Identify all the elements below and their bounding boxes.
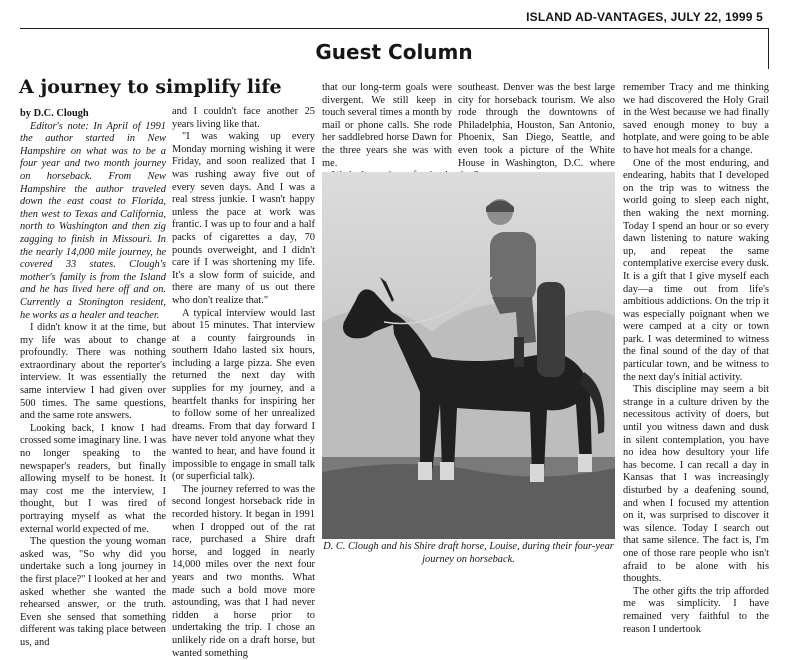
horse-rider-photo xyxy=(322,172,615,539)
paragraph: that our long-term goals were divergent. We still keep in touch several times a month by mail or phone calls. She rode her saddlebred horse Dawn for the three years she was with me. xyxy=(322,82,452,169)
column-5 xyxy=(623,82,769,635)
section-banner xyxy=(20,28,769,69)
paragraph: Looking back, I know I had crossed some imaginary line. I was no longer speaking to the newspaper's readers, but finally allowing myself to be honest. It may cost me the interview, I thought, but I was tired of portraying myself as what the external world expected of me. xyxy=(20,422,167,535)
paragraph: This discipline may seem a bit strange in a culture driven by the necessitous activity of doers, but until you witness dawn and dusk in silent contemplation, you have no idea how desultory your life has become. I can recall a day in Kansas that I was increasingly disturbed by a deafening sound, and when I focused my attention on it, was surprised to discover it was silence. Today I search out that same silence. The fact is, I'm one of those rare people who isn't afraid to be alone with his thoughts. xyxy=(623,384,769,585)
paragraph: and I couldn't face another 25 years living like that. xyxy=(172,106,315,130)
photo-caption: D. C. Clough and his Shire draft horse, Louise, during their four-year journey on horseback. xyxy=(323,541,614,565)
photo-illustration xyxy=(322,172,615,539)
column-2 xyxy=(172,106,315,659)
paragraph: remember Tracy and me thinking we had discovered the Holy Grail in the West because we had finally saved enough money to buy a hotplate, and were going to be able to have hot meals for a change. xyxy=(623,82,769,156)
masthead: ISLAND AD-VANTAGES, JULY 22, 1999 5 xyxy=(526,10,763,24)
paragraph: The question the young woman asked was, "So why did you undertake such a long journey in the first place?" I looked at her and asked whether she wanted the rehearsed answer, or the truth. Even she sensed that something different was taking place between us, and xyxy=(20,536,166,648)
column-1 xyxy=(20,108,167,648)
paragraph: southeast. Denver was the best large city for horseback tourism. We also rode through the downtowns of Philadelphia, Houston, San Antonio, Phoenix, San Diego, Seattle, and even took a picture of the White House in Washington, D.C. where xyxy=(458,82,615,169)
byline: by D.C. Clough xyxy=(20,108,89,119)
paragraph: I didn't know it at the time, but my life was about to change profoundly. There was nothing extraordinary about the reporter's interview. It was essentially the same interview I had given over 500 times. The same questions, and the same rote answers. xyxy=(20,322,166,422)
editors-note: Editor's note: In April of 1991 the author started in New Hampshire on what was to be a four year and two month journey on horseback. From New Hampshire the author traveled down the east coast to Florida, then west to Texas and California, north to Washington and then zig zagging to finish in Missouri. In the nearly 14,000 mile journey, he covered 33 states. Clough's mother's family is from the Island and he has lived here off and on. Currently a Stonington resident, he works as a healer and teacher. xyxy=(20,120,166,321)
column-4 xyxy=(458,82,615,172)
paragraph: "I was waking up every Monday morning wishing it were Friday, and soon realized that I was rushing away five out of every seven days. And I was a real stress junkie. I wasn't happy unless the pace at work was frantic. I was up to four and a half packs of cigarettes a day, 70 pounds overweight, and I didn't care if I was shortening my life. It's a slow form of suicide, and there are many of us out there who don't realize that." xyxy=(172,131,315,306)
column-3 xyxy=(322,82,452,172)
article-headline: A journey to simplify life xyxy=(19,76,282,98)
paragraph: A typical interview would last about 15 minutes. That interview at a county fairgrounds in southern Idaho lasted six hours, including a large pizza. She even returned the next day with supplies for my journey, and a heartfelt thanks for inspiring her to follow some of her unrealized dreams. From that day forward I have never told anyone what they wanted to hear, and have found it impossible to engage in small talk (or superficial talk). xyxy=(172,307,315,483)
paragraph: The other gifts the trip afforded me was simplicity. I have remained very faithful to the reason I undertook xyxy=(623,585,769,635)
section-title: Guest Column xyxy=(315,40,473,64)
paragraph: The journey referred to was the second longest horseback ride in recorded history. It began in 1991 when I dropped out of the rat race, purchased a Shire draft horse, and logged in nearly 14,000 miles over the next four years and two months. What made such a bold move more astounding, was that I had never ridden a horse prior to undertaking the trip. I chose an unlikely ride on a draft horse, but wanted something xyxy=(172,483,315,659)
paragraph: One of the most enduring, and endearing, habits that I developed on the trip was to witness the world going to sleep each night, then waking the next morning. Today I spend an hour or so every dawn listening to nature waking up, and repeat the same contemplative exercise every dusk. It is a gift that I give myself each day—a time out from life's ambitious addictions. On the trip it was especially poignant when we were camped at a city or town park. I was determined to witness the final sound of the day of that particular town, and be witness to the next day's initial activity. xyxy=(623,157,769,383)
